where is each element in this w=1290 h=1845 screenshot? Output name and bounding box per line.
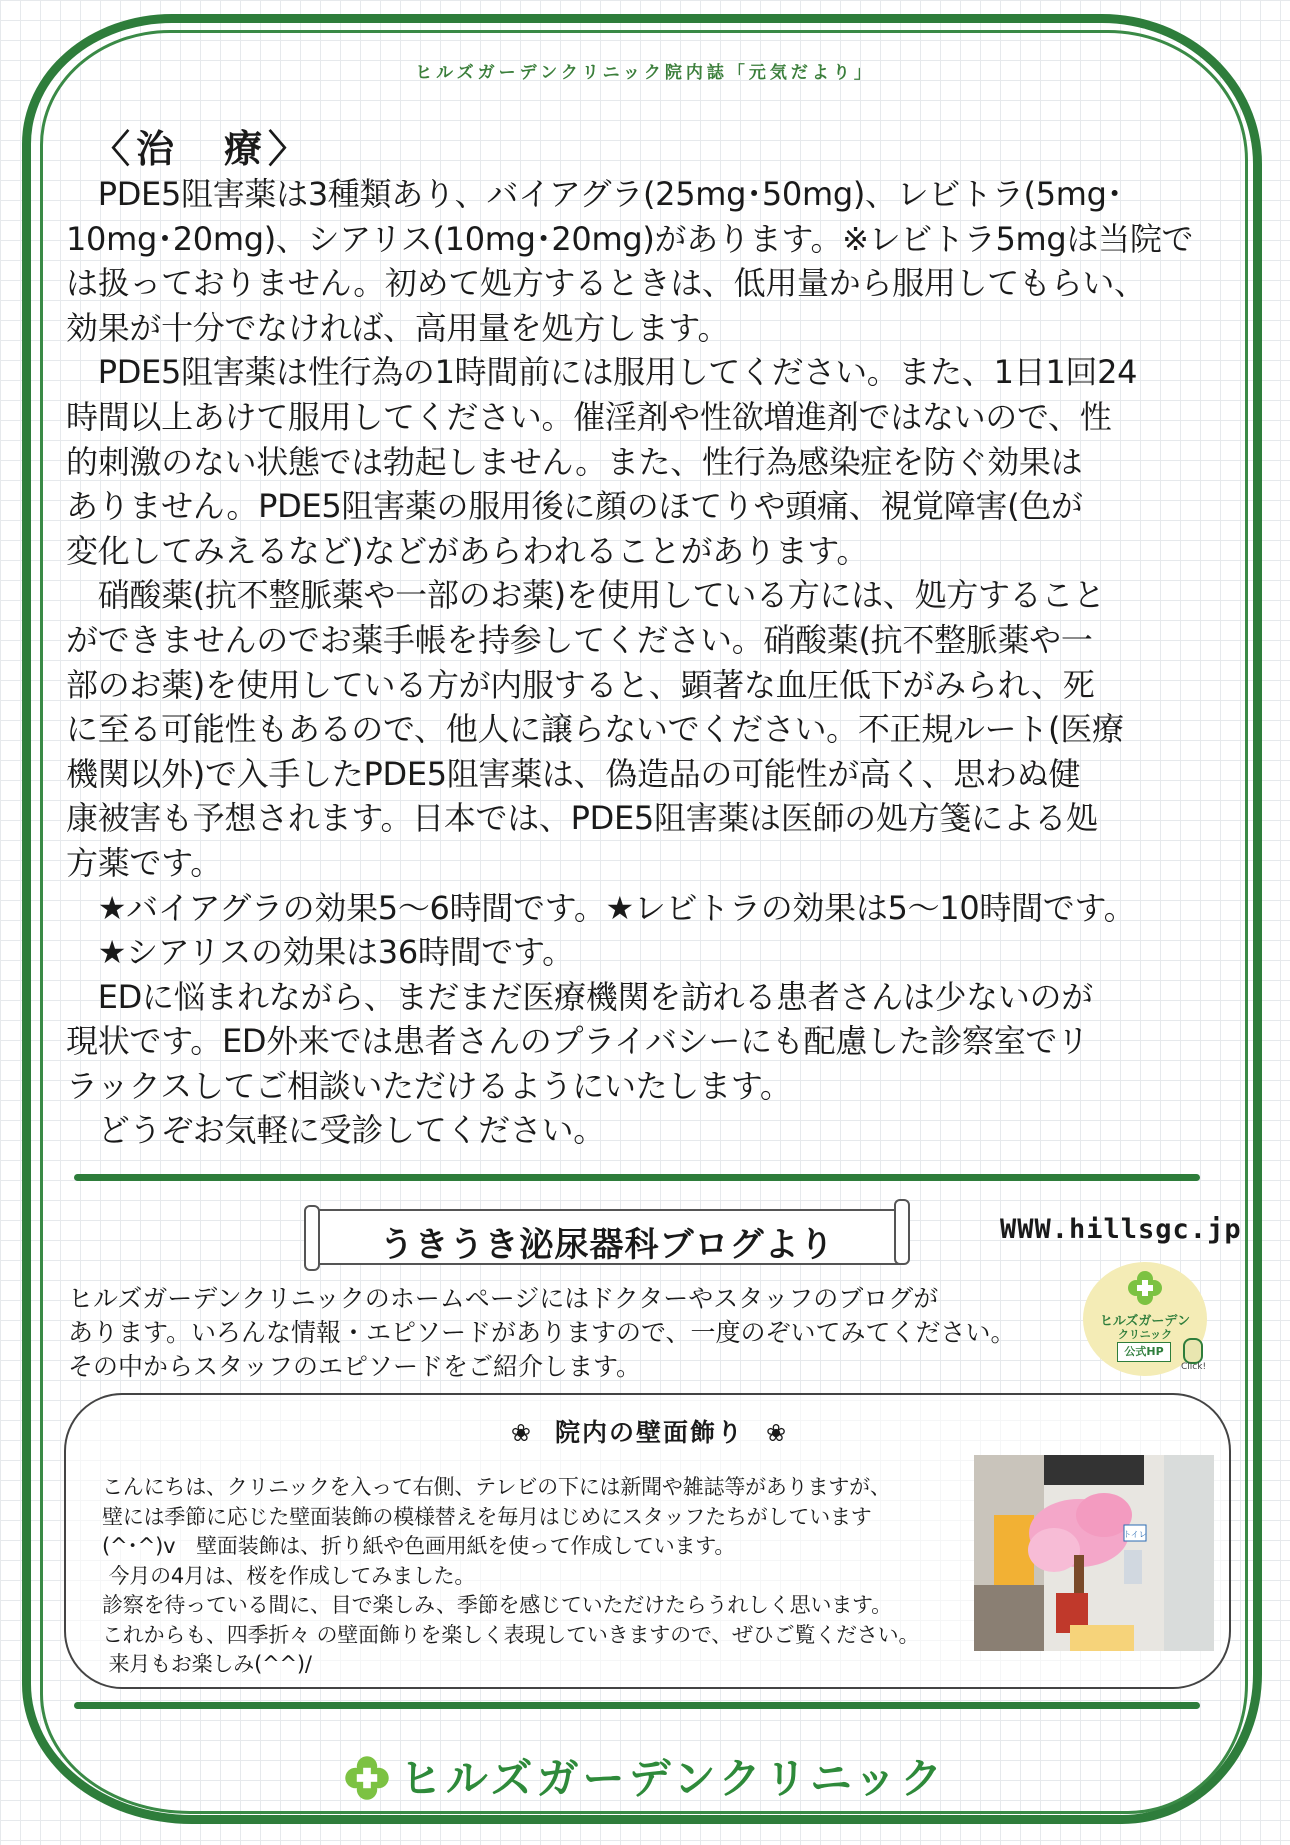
footer-logo-text: ヒルズガーデンクリニック xyxy=(399,1754,947,1803)
article-line: 的刺激のない状態では勃起しません。また、性行為感染症を防ぐ効果は xyxy=(66,442,1083,481)
episode-title-row xyxy=(66,1413,1233,1449)
article-line: に至る可能性もあるので、他人に譲らないでください。不正規ルート(医療 xyxy=(66,710,1124,749)
article-line: 康被害も予想されます。日本では、PDE5阻害薬は医師の処方箋による処 xyxy=(66,799,1098,838)
badge-line1: ヒルズガーデン xyxy=(1099,1314,1191,1329)
flower-icon: ❀ xyxy=(510,1419,533,1447)
article-line: どうぞお気軽に受診してください。 xyxy=(66,1111,605,1150)
article-line: 硝酸薬(抗不整脈薬や一部のお薬)を使用している方には、処方すること xyxy=(66,576,1105,615)
website-url[interactable]: WWW.hillsgc.jp xyxy=(1000,1214,1242,1245)
article-line: 効果が十分でなければ、高用量を処方します。 xyxy=(66,308,730,347)
article-line: PDE5阻害薬は性行為の1時間前には服用してください。また、1日1回24 xyxy=(66,353,1138,392)
badge-line3: 公式HP xyxy=(1117,1342,1171,1362)
episode-line: 今月の4月は、桜を作成してみました。 xyxy=(102,1563,476,1588)
episode-title: 院内の壁面飾り xyxy=(554,1418,744,1447)
treatment-article xyxy=(66,172,1231,1153)
article-line: 機関以外)で入手したPDE5阻害薬は、偽造品の可能性が高く、思わぬ健 xyxy=(66,754,1081,793)
article-line: ★シアリスの効果は36時間です。 xyxy=(66,933,574,972)
article-line: PDE5阻害薬は3種類あり、バイアグラ(25mg･50mg)、レビトラ(5mg･ xyxy=(66,175,1123,213)
article-line: 現状です。ED外来では患者さんのプライバシーにも配慮した診察室でリ xyxy=(66,1022,1089,1061)
article-line: 部のお薬)を使用している方が内服すると、顕著な血圧低下がみられ、死 xyxy=(66,665,1095,704)
badge-line2: クリニック xyxy=(1117,1328,1173,1341)
clover-logo-icon xyxy=(344,1755,390,1801)
episode-line: これからも、四季折々 の壁面飾りを楽しく表現していきますので、ぜひご覧ください。 xyxy=(102,1622,920,1647)
flower-icon: ❀ xyxy=(766,1419,789,1447)
article-line: 方薬です。 xyxy=(66,843,222,882)
blog-intro-line: その中からスタッフのエピソードをご紹介します。 xyxy=(68,1352,642,1381)
episode-line: 診察を待っている間に、目で楽しみ、季節を感じていただけたらうれしく思います。 xyxy=(102,1593,892,1617)
blog-intro xyxy=(68,1282,1048,1384)
episode-text xyxy=(102,1473,1022,1680)
episode-line: (^･^)v 壁面装飾は、折り紙や色画用紙を使って作成しています。 xyxy=(102,1534,736,1558)
pointer-hand-icon xyxy=(1183,1338,1203,1364)
photo-illustration xyxy=(974,1455,1214,1651)
badge-click-label: Click! xyxy=(1181,1362,1207,1372)
episode-line: 壁には季節に応じた壁面装飾の模様替えを毎月はじめにスタッフたちがしています xyxy=(102,1504,872,1529)
article-line: ができませんのでお薬手帳を持参してください。硝酸薬(抗不整脈薬や一 xyxy=(66,620,1093,659)
treatment-heading: 〈治 療〉 xyxy=(92,127,313,171)
wall-decoration-photo xyxy=(974,1455,1214,1651)
article-line: ラックスしてご相談いただけるようにいたします。 xyxy=(66,1066,792,1105)
official-hp-badge[interactable] xyxy=(1083,1262,1207,1376)
newsletter-header-title: ヒルズガーデンクリニック院内誌「元気だより」 xyxy=(415,63,875,83)
section-divider xyxy=(74,1174,1200,1181)
episode-line: 来月もお楽しみ(^^)/ xyxy=(102,1652,312,1676)
article-line: 時間以上あけて服用してください。催淫剤や性欲増進剤ではないので、性 xyxy=(66,397,1112,436)
photo-sign-text: トイレ xyxy=(1123,1530,1147,1539)
episode-line: こんにちは、クリニックを入って右側、テレビの下には新聞や雑誌等がありますが、 xyxy=(102,1475,891,1499)
footer-divider xyxy=(74,1702,1200,1709)
blog-banner-title: うきうき泌尿器科ブログより xyxy=(379,1225,835,1265)
article-line: 10mg･20mg)、シアリス(10mg･20mg)があります。※レビトラ5mgは当院で xyxy=(66,219,1194,258)
article-line: 変化してみえるなど)などがあらわれることがあります。 xyxy=(66,531,869,570)
article-line: ありません。PDE5阻害薬の服用後に顔のほてりや頭痛、視覚障害(色が xyxy=(66,487,1083,526)
article-line: ★バイアグラの効果5～6時間です。★レビトラの効果は5～10時間です。 xyxy=(66,888,1136,927)
clover-logo-icon xyxy=(1127,1270,1163,1306)
blog-intro-line: あります。いろんな情報・エピソードがありますので、一度のぞいてみてください。 xyxy=(68,1318,1016,1347)
article-line: は扱っておりません。初めて処方するときは、低用量から服用してもらい、 xyxy=(66,264,1146,303)
blog-intro-line: ヒルズガーデンクリニックのホームページにはドクターやスタッフのブログが xyxy=(68,1284,939,1313)
article-line: EDに悩まれながら、まだまだ医療機関を訪れる患者さんは少ないのが xyxy=(66,977,1093,1016)
footer-logo xyxy=(0,1746,1290,1806)
blog-banner xyxy=(304,1197,910,1269)
